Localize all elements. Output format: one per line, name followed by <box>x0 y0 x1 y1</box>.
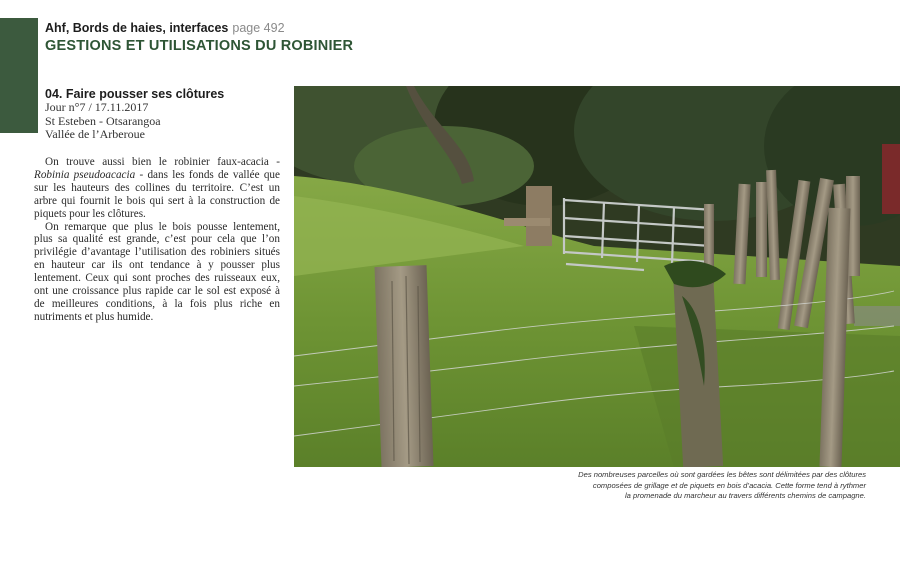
road-patch <box>854 306 900 326</box>
page-header <box>45 19 353 54</box>
wooden-gatepost <box>526 186 552 246</box>
fence-photo <box>294 86 900 467</box>
latin-name: Robinia pseudoacacia <box>34 168 136 181</box>
entry-title: 04. Faire pousser ses clôtures <box>45 87 225 101</box>
entry-valley: Vallée de l’Arberoue <box>45 127 145 141</box>
entry-block <box>45 87 285 142</box>
entry-place: St Esteben - Otsarangoa <box>45 113 161 128</box>
paragraph-2: On remarque que plus le bois pousse lentement, plus sa qualité est grande, c’est pour cela que l’on privilégie d’avantage l’utilisation des robiniers situés en hauteur car ils ont tendance à y pousser plus lentement. Ceux qui sont proches des ruisseaux eux, ont une croissance plus rapide car le sol est exposé à de meilleures conditions, à la fois plus riche en nutriments et plus humide. <box>34 220 280 323</box>
accent-sidebar-block <box>0 18 38 133</box>
caption-line-1: Des nombreuses parcelles où sont gardées les bêtes sont délimitées par des clôtures <box>578 470 866 479</box>
series-title: Ahf, Bords de haies, interfaces <box>45 21 229 35</box>
caption-line-2: composées de grillage et de piquets en bois d’acacia. Cette forme tend à rythmer <box>592 480 866 490</box>
caption-line-3: la promenade du marcheur au travers différents chemins de campagne. <box>624 491 866 501</box>
section-title: GESTIONS ET UTILISATIONS DU ROBINIER <box>45 38 354 54</box>
body-text <box>34 156 280 324</box>
photo-caption <box>520 470 866 502</box>
front-left-post <box>375 265 434 467</box>
page-number: page 492 <box>232 21 285 35</box>
entry-date: Jour n°7 / 17.11.2017 <box>45 100 149 114</box>
paragraph-1: On trouve aussi bien le robinier faux-acacia - Robinia pseudoacacia - dans les fonds de vallée que sur les hauteurs des collines du territoire. C’est un arbre qui fournit le bois qui sert à la construction de piquets pour les clôtures. <box>34 156 280 220</box>
red-building <box>882 144 900 214</box>
